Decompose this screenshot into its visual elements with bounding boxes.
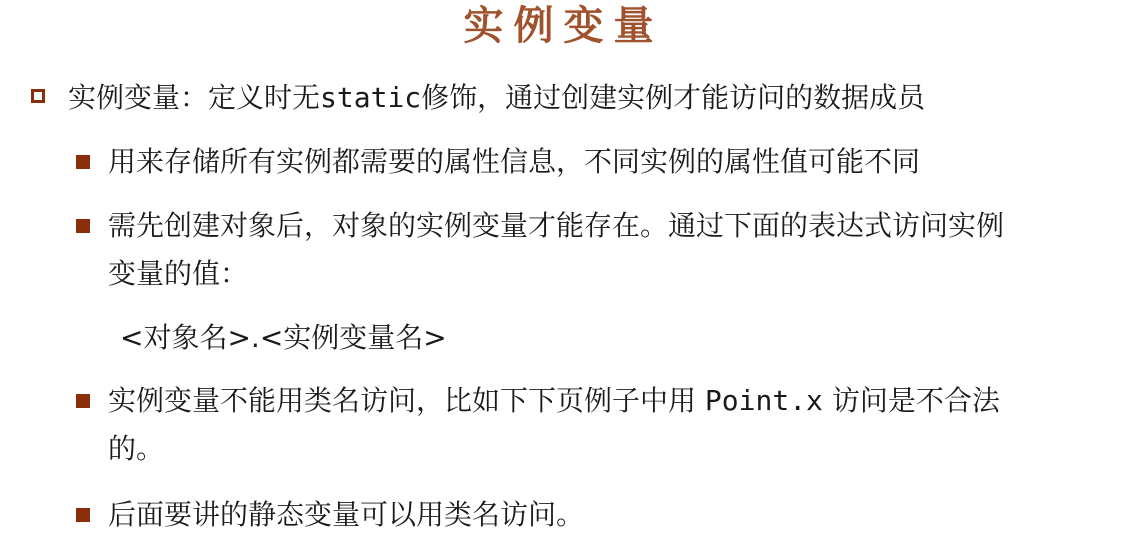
sub-point-3-suffix: 访问是不合法 bbox=[822, 384, 1000, 417]
sub-point-2-line-1: 需先创建对象后，对象的实例变量才能存在。通过下面的表达式访问实例 bbox=[108, 209, 1005, 242]
sub-point-1: 用来存储所有实例都需要的属性信息，不同实例的属性值可能不同 bbox=[108, 145, 921, 178]
sub-point-3-line-1 bbox=[108, 381, 1000, 421]
static-keyword: static bbox=[320, 81, 422, 114]
sub-point-3-prefix: 实例变量不能用类名访问，比如下下页例子中用 bbox=[108, 384, 705, 417]
sub-point-3-line-2: 的。 bbox=[108, 432, 165, 465]
slide-title: 实例变量 bbox=[463, 2, 664, 49]
solid-square-bullet-icon bbox=[76, 219, 90, 233]
main-point-suffix: 修饰，通过创建实例才能访问的数据成员 bbox=[421, 81, 926, 114]
code-point-x: Point.x bbox=[704, 384, 823, 417]
solid-square-bullet-icon bbox=[76, 508, 90, 522]
hollow-square-bullet-icon bbox=[31, 89, 45, 103]
sub-point-2-line-2: 变量的值： bbox=[108, 257, 249, 290]
sub-point-4: 后面要讲的静态变量可以用类名访问。 bbox=[108, 498, 585, 531]
access-expression: <对象名>.<实例变量名> bbox=[120, 321, 447, 354]
solid-square-bullet-icon bbox=[76, 394, 90, 408]
main-point bbox=[68, 78, 925, 118]
main-point-prefix: 实例变量：定义时无 bbox=[68, 81, 321, 114]
solid-square-bullet-icon bbox=[76, 155, 90, 169]
